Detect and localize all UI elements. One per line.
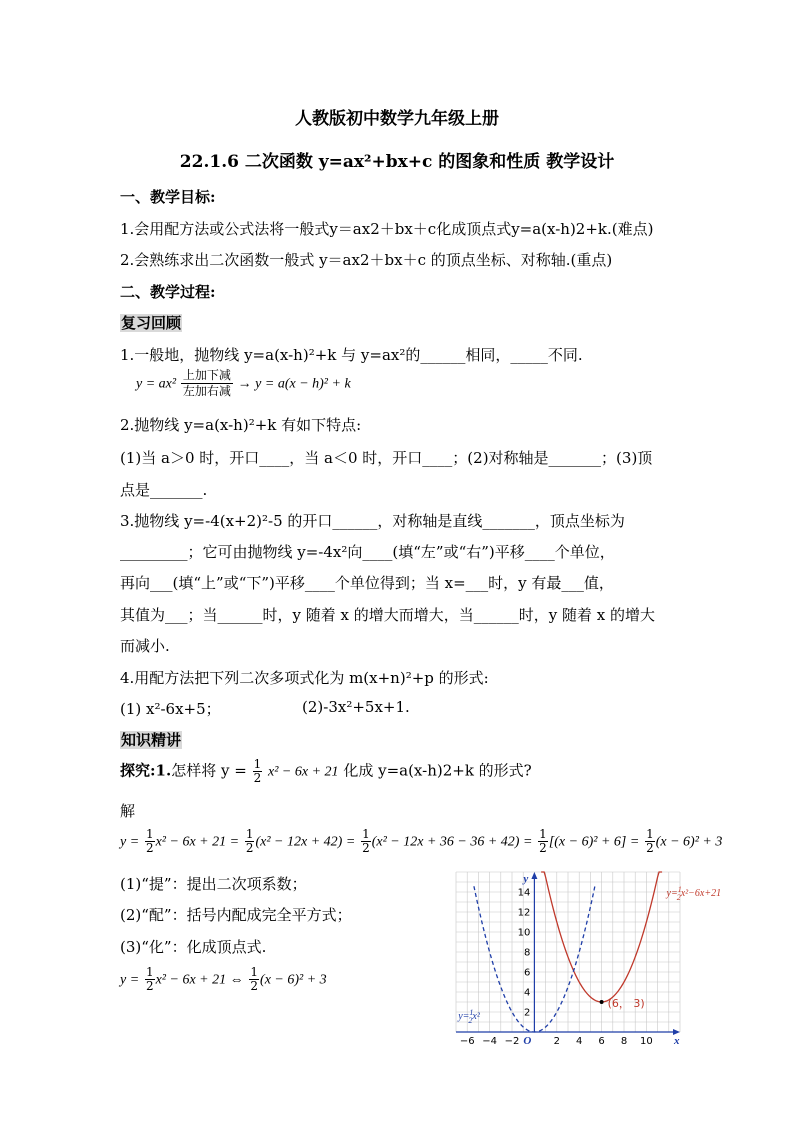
knowledge-heading: [120, 729, 182, 750]
equiv-fraction: [145, 966, 155, 993]
explore-number: 1.: [155, 761, 172, 780]
equivalence-formula: [120, 966, 327, 993]
x-tick-label: −6: [459, 1036, 475, 1047]
y-tick-label: 10: [517, 927, 531, 939]
fraction-numerator: 1: [245, 827, 254, 841]
question-3-line-5: 而减小.: [120, 637, 170, 655]
equiv-fraction: [249, 966, 259, 993]
explore-text-pre: 怎样将 y =: [171, 761, 247, 780]
fraction-denominator: 2: [145, 979, 154, 993]
vertex-label: (6， 3): [607, 997, 645, 1010]
derivation-fraction: [145, 828, 155, 855]
derivation-fraction: [361, 828, 371, 855]
question-4: 4.用配方法把下列二次多项式化为 m(x+n)²+p 的形式:: [120, 669, 489, 687]
question-2: 2.抛物线 y=a(x-h)²+k 有如下特点:: [120, 416, 362, 434]
fraction-denominator: 2: [250, 979, 259, 993]
x-tick-label: 8: [620, 1036, 628, 1047]
vertex-point: [600, 1000, 604, 1004]
question-3-line-2: _________；它可由抛物线 y=-4x²向____(填“左”或“右”)平移____个单位，: [120, 543, 615, 561]
document-subtitle: 22.1.6 二次函数 y=ax²+bx+c 的图象和性质 教学设计: [179, 152, 615, 172]
explore-expression: x² − 6x + 21: [268, 764, 339, 780]
y-tick-label: 4: [524, 987, 531, 999]
explore-text-post: 化成 y=a(x-h)2+k 的形式?: [343, 761, 532, 780]
formula-arrow-labels: [181, 368, 233, 399]
y-axis-arrow: [531, 872, 537, 879]
derivation-part-1: x² − 6x + 21 =: [155, 834, 240, 850]
parabola-chart-svg: [448, 868, 722, 1047]
x-tick-label: 6: [598, 1036, 605, 1047]
formula-right: → y = a(x − h)² + k: [237, 376, 351, 392]
fraction-denominator: 2: [646, 841, 654, 855]
y-tick-label: 6: [524, 967, 531, 979]
fraction-denominator: 2: [145, 841, 154, 855]
solution-label: 解: [120, 802, 136, 820]
y-tick-label: 12: [517, 907, 531, 919]
x-tick-label: −2: [504, 1036, 520, 1047]
formula-left: y = ax²: [136, 376, 177, 392]
fraction-numerator: 1: [145, 827, 154, 841]
knowledge-heading-text: 知识精讲: [121, 731, 182, 749]
y-tick-label: 2: [524, 1007, 531, 1019]
step-3: (3)“化”：化成顶点式.: [120, 938, 267, 956]
question-4-part-b: (2)-3x²+5x+1.: [302, 698, 410, 716]
fraction-numerator: 1: [362, 827, 370, 841]
derivation-part-2: (x² − 12x + 42) =: [255, 834, 356, 850]
y-tick-label: 14: [517, 887, 531, 899]
x-tick-label: 2: [553, 1036, 560, 1047]
derivation-part-5: (x − 6)² + 3: [655, 834, 723, 850]
fraction-numerator: 1: [539, 827, 547, 841]
review-heading-text: 复习回顾: [121, 314, 182, 332]
derivation: [120, 828, 722, 855]
x-axis-label: x: [674, 1035, 680, 1047]
x-tick-label: 4: [576, 1036, 583, 1047]
question-2-line-1: (1)当 a＞0 时，开口____，当 a＜0 时，开口____；(2)对称轴是_______；(3)顶: [120, 449, 653, 467]
step-2: (2)“配”：括号内配成完全平方式；: [120, 906, 352, 924]
step-1: (1)“提”：提出二次项系数；: [120, 875, 307, 893]
series-label-1: y=$^1$ 2x²: [458, 1008, 480, 1025]
question-3-line-4: 其值为___；当______时，y 随着 x 的增大而增大，当______时，y 随着 x 的增大: [120, 606, 655, 624]
fraction-denominator: 2: [245, 841, 254, 855]
explore-label: 探究:: [120, 761, 156, 780]
question-2-line-2: 点是_______.: [120, 481, 208, 499]
explore-fraction: [253, 758, 263, 785]
x-tick-label: 10: [640, 1036, 653, 1047]
formula-top-label: 上加下减: [182, 368, 231, 382]
parabola-graph: [448, 868, 722, 1047]
review-heading: [120, 312, 182, 333]
equiv-right: (x − 6)² + 3: [260, 972, 327, 988]
fraction-numerator: 1: [253, 757, 262, 771]
fraction-denominator: 2: [539, 841, 547, 855]
fraction-numerator: 1: [646, 827, 654, 841]
y-axis-label: y: [523, 873, 529, 885]
y-tick-label: 8: [524, 947, 531, 959]
explore-line: [120, 758, 532, 785]
question-4-part-a: (1) x²-6x+5；: [120, 700, 221, 718]
question-1: 1.一般地，抛物线 y=a(x-h)²+k 与 y=ax²的______相同，_____不同.: [120, 346, 583, 364]
derivation-part-3: (x² − 12x + 36 − 36 + 42) =: [371, 834, 533, 850]
fraction-numerator: 1: [250, 965, 259, 979]
origin-label: O: [523, 1035, 532, 1047]
equiv-mid: x² − 6x + 21 ⇔: [155, 972, 244, 988]
derivation-fraction: [245, 828, 255, 855]
question-3-line-1: 3.抛物线 y=-4(x+2)²-5 的开口______，对称轴是直线_______，顶点坐标为: [120, 512, 625, 530]
goal-1: 1.会用配方法或公式法将一般式y＝ax2＋bx＋c化成顶点式y=a(x-h)2+k.(难点): [120, 220, 654, 238]
goal-2: 2.会熟练求出二次函数一般式 y＝ax2＋bx＋c 的顶点坐标、对称轴.(重点): [120, 251, 613, 269]
derivation-fraction: [645, 828, 655, 855]
section-heading-process: 二、教学过程:: [120, 283, 216, 301]
series-label-0: y=$^1$ 2x²−6x+21: [666, 885, 722, 902]
fraction-denominator: 2: [253, 771, 262, 785]
fraction-numerator: 1: [145, 965, 154, 979]
x-tick-label: −4: [482, 1036, 497, 1047]
formula-bottom-label: 左加右减: [182, 384, 231, 398]
derivation-part-4: [(x − 6)² + 6] =: [548, 834, 640, 850]
fraction-denominator: 2: [362, 841, 370, 855]
section-heading-goals: 一、教学目标:: [120, 188, 216, 206]
derivation-fraction: [538, 828, 548, 855]
equiv-left: y =: [120, 972, 140, 988]
translation-rule-formula: [136, 368, 351, 399]
question-3-line-3: 再向___(填“上”或“下”)平移____个单位得到；当 x=___时，y 有最___值，: [120, 574, 614, 592]
document-title: 人教版初中数学九年级上册: [295, 109, 499, 129]
derivation-part-0: y =: [120, 834, 140, 850]
